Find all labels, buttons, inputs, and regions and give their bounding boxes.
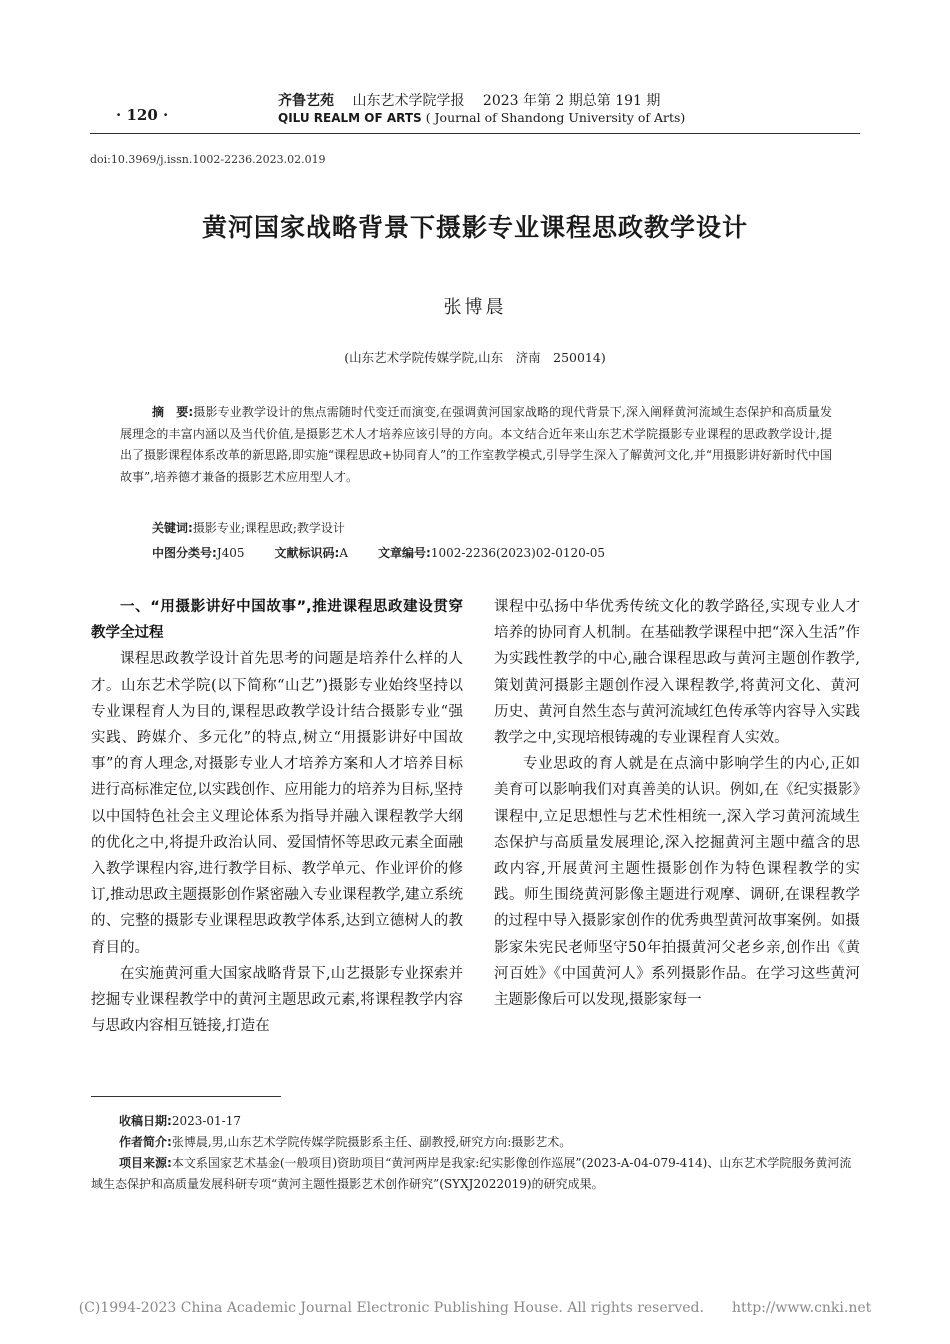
school-journal: 山东艺术学院学报: [352, 93, 465, 109]
article-number-label: 文章编号:: [378, 546, 431, 560]
clc-value: J405: [216, 546, 245, 560]
keywords-text: 摄影专业;课程思政;教学设计: [192, 521, 345, 535]
copyright-watermark: (C)1994-2023 China Academic Journal Electronic Publishing House. All rights reserved. http://www.cnki.net: [78, 1300, 872, 1316]
author-info: 张博晨,男,山东艺术学院传媒学院摄影系主任、副教授,研究方向:摄影艺术。: [171, 1135, 572, 1149]
body-paragraph: 课程中弘扬中华优秀传统文化的教学路径,实现专业人才培养的协同育人机制。在基础教学课程中把“深入生活”作为实践性教学的中心,融合课程思政与黄河主题创作教学,策划黄河摄影主题创作浸入课程教学,将黄河文化、黄河历史、黄河自然生态与黄河流域红色传承等内容导入实践教学之中,实现培根铸魂的专业课程育人实效。: [494, 599, 860, 747]
body-paragraph: 课程思政教学设计首先思考的问题是培养什么样的人才。山东艺术学院(以下简称“山艺”)摄影专业始终坚持以专业课程育人为目的,课程思政教学设计结合摄影专业“强实践、跨媒介、多元化”的特点,树立“用摄影讲好中国故事”的育人理念,对摄影专业人才培养方案和人才培养目标进行高标准定位,以实践创作、应用能力的培养为目标,坚持以中国特色社会主义理论体系为指导并融入课程教学大纲的优化之中,将提升政治认同、爱国情怀等思政元素全面融入教学课程内容,进行教学目标、教学单元、作业评价的修订,推动思政主题摄影创作紧密融入专业课程教学,建立系统的、完整的摄影专业课程思政教学体系,达到立德树人的教育目的。: [91, 651, 463, 956]
footnote-received: [91, 1111, 861, 1132]
journal-header: [278, 90, 660, 110]
keywords: [152, 518, 345, 540]
body-column-right: [494, 594, 860, 1013]
section-heading: 一、“用摄影讲好中国故事”,推进课程思政建设贯穿教学全过程: [91, 599, 463, 642]
article-number-value: 1002-2236(2023)02-0120-05: [430, 546, 606, 560]
journal-header-en: [278, 110, 685, 125]
classification-line: [152, 543, 605, 565]
journal-name-en: QILU REALM OF ARTS: [278, 111, 422, 125]
doc-code-value: A: [339, 546, 349, 560]
abstract-label: 摘 要:: [152, 405, 194, 419]
footnotes: [91, 1111, 861, 1195]
clc-label: 中图分类号:: [152, 546, 217, 560]
received-date: 2023-01-17: [171, 1114, 241, 1128]
journal-name-en-sub: ( Journal of Shandong University of Arts): [425, 110, 686, 125]
author-affiliation: (山东艺术学院传媒学院,山东 济南 250014): [344, 350, 606, 365]
body-paragraph: 专业思政的育人就是在点滴中影响学生的内心,正如美育可以影响我们对真善美的认识。例如,在《纪实摄影》课程中,立足思想性与艺术性相统一,深入学习黄河流域生态保护与高质量发展理论,深入挖掘黄河主题中蕴含的思政内容,开展黄河主题性摄影创作为特色课程教学的实践。师生围绕黄河影像主题进行观摩、调研,在课程教学的过程中导入摄影家创作的优秀典型黄河故事案例。如摄影家朱宪民老师坚守50年拍摄黄河父老乡亲,创作出《黄河百姓》《中国黄河人》系列摄影作品。在学习这些黄河主题影像后可以发现,摄影家每一: [494, 756, 860, 1009]
page-title: 黄河国家战略背景下摄影专业课程思政教学设计: [201, 213, 748, 242]
body-column-left: [91, 594, 463, 1039]
footnote-divider: [91, 1096, 281, 1097]
abstract-text: 摄影专业教学设计的焦点需随时代变迁而演变,在强调黄河国家战略的现代背景下,深入阐释黄河流域生态保护和高质量发展理念的丰富内涵以及当代价值,是摄影艺术人才培养应该引导的方向。本文结合近年来山东艺术学院摄影专业课程的思政教学设计,提出了摄影课程体系改革的新思路,即实施“课程思政+协同育人”的工作室教学模式,引导学生深入了解黄河文化,并“用摄影讲好新时代中国故事”,培养德才兼备的摄影艺术应用型人才。: [120, 405, 832, 484]
journal-name: 齐鲁艺苑: [278, 93, 334, 109]
keywords-label: 关键词:: [152, 521, 193, 535]
header-divider: [90, 133, 860, 134]
abstract: [120, 402, 832, 488]
author-info-label: 作者简介:: [119, 1135, 172, 1149]
page-number: · 120 ·: [116, 106, 169, 124]
footnote-project: [91, 1153, 861, 1195]
body-paragraph: 在实施黄河重大国家战略背景下,山艺摄影专业探索并挖掘专业课程教学中的黄河主题思政元素,将课程教学内容与思政内容相互链接,打造在: [91, 965, 463, 1035]
project-label: 项目来源:: [119, 1156, 172, 1170]
doi-link[interactable]: doi:10.3969/j.issn.1002-2236.2023.02.019: [90, 153, 326, 166]
author-name: 张博晨: [443, 297, 507, 318]
doc-code-label: 文献标识码:: [274, 546, 340, 560]
project-info: 本文系国家艺术基金(一般项目)资助项目“黄河两岸是我家:纪实影像创作巡展”(2023-A-04-079-414)、山东艺术学院服务黄河流域生态保护和高质量发展科研专项“黄河主题性摄影艺术创作研究”(SYXJ2022019)的研究成果。: [91, 1156, 852, 1191]
issue-info: 2023 年第 2 期总第 191 期: [482, 93, 661, 109]
footnote-author: [91, 1132, 861, 1153]
received-label: 收稿日期:: [119, 1114, 172, 1128]
